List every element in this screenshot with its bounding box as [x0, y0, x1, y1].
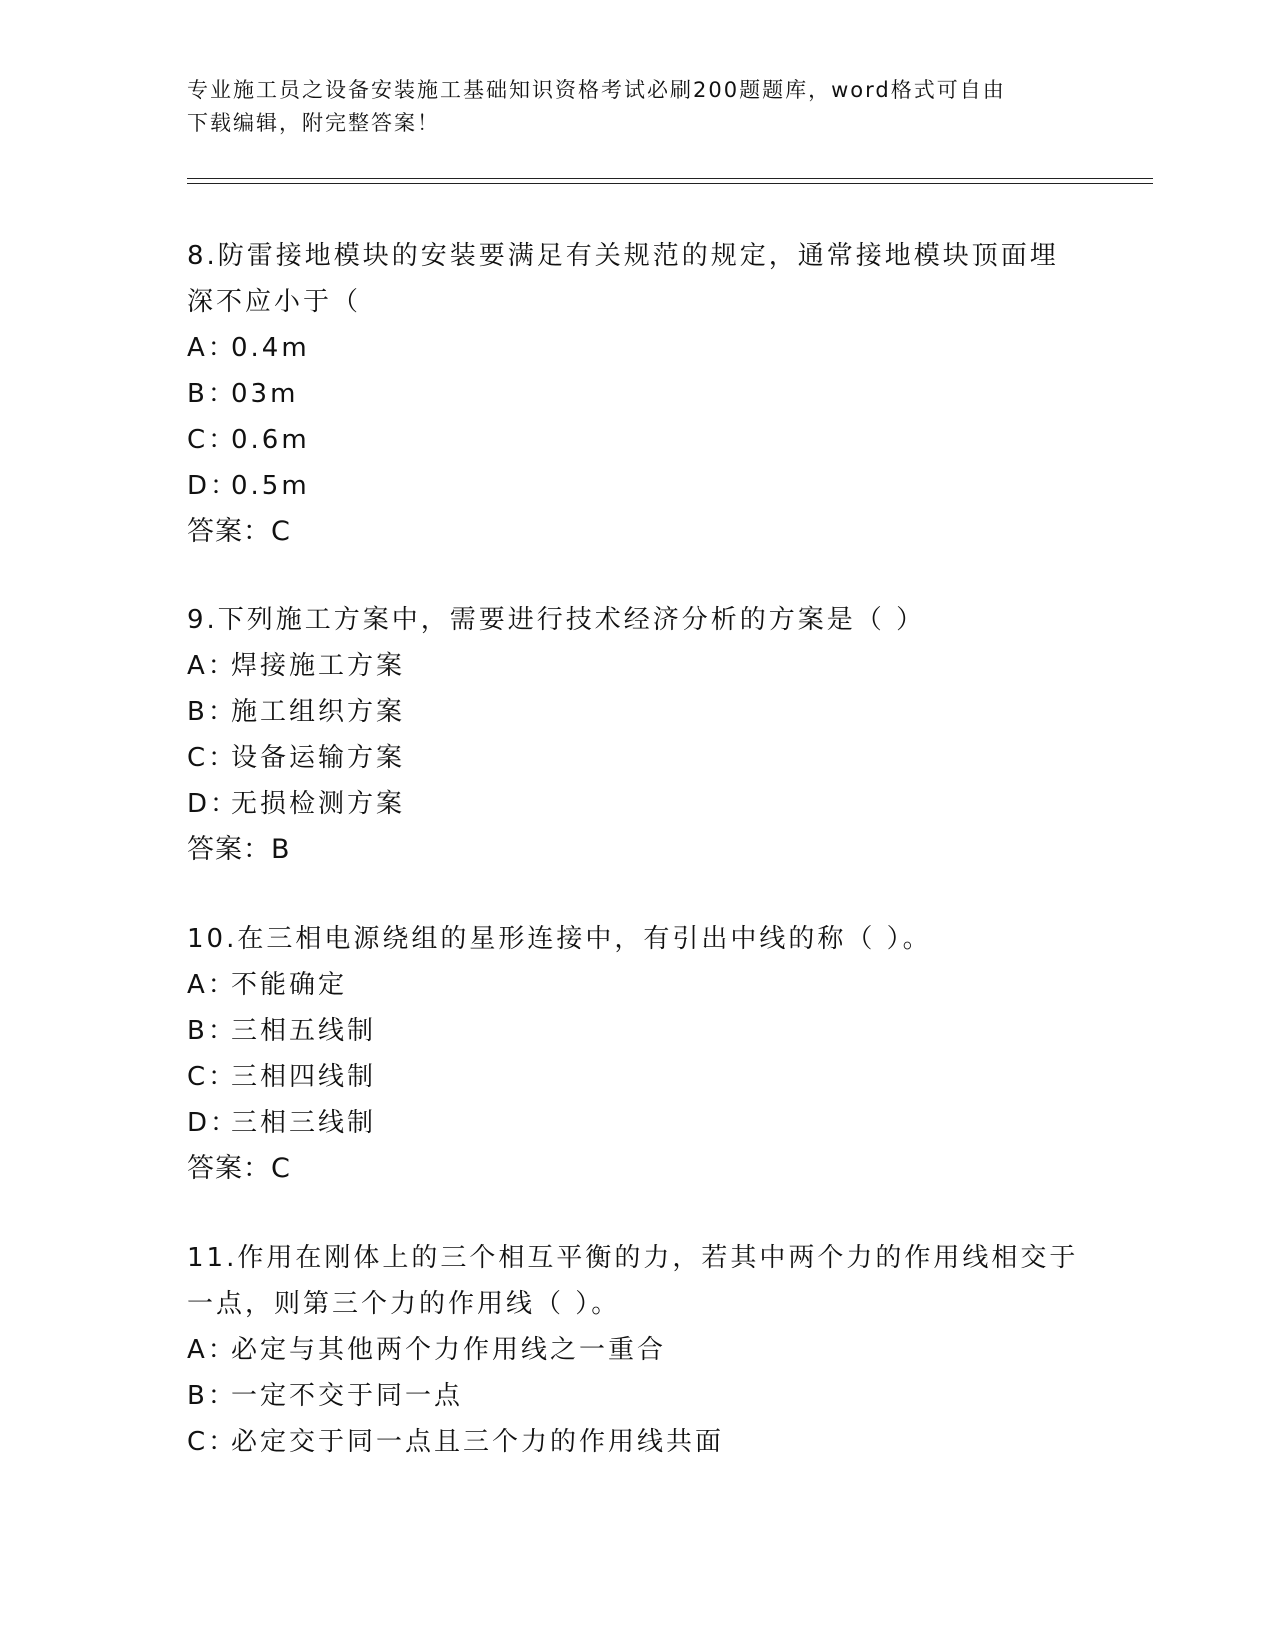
option-a: A：0.4m	[187, 333, 310, 363]
option-d: D：无损检测方案	[187, 789, 406, 819]
question-10	[187, 916, 1087, 1192]
answer: 答案：C	[187, 1153, 291, 1184]
option-b: B：三相五线制	[187, 1016, 377, 1046]
document-header	[187, 74, 1067, 140]
header-divider-top	[187, 178, 1153, 179]
option-a: A：焊接施工方案	[187, 651, 406, 681]
option-b: B：一定不交于同一点	[187, 1381, 464, 1411]
option-d: D：0.5m	[187, 471, 310, 501]
question-9	[187, 597, 1087, 873]
option-d: D：三相三线制	[187, 1108, 377, 1138]
answer: 答案：B	[187, 834, 291, 865]
option-b: B：03m	[187, 379, 299, 409]
question-8	[187, 233, 1087, 555]
header-line-1: 专业施工员之设备安装施工基础知识资格考试必刷200题题库，word格式可自由	[187, 78, 1006, 102]
answer: 答案：C	[187, 516, 291, 547]
header-divider-bottom	[187, 183, 1153, 184]
option-c: C：设备运输方案	[187, 743, 406, 773]
option-b: B：施工组织方案	[187, 697, 406, 727]
option-a: A：不能确定	[187, 970, 348, 1000]
question-text: 10.在三相电源绕组的星形连接中，有引出中线的称（ ）。	[187, 924, 932, 954]
option-c: C：0.6m	[187, 425, 310, 455]
option-a: A：必定与其他两个力作用线之一重合	[187, 1335, 667, 1365]
question-text: 9.下列施工方案中，需要进行技术经济分析的方案是（ ）	[187, 605, 926, 635]
question-11	[187, 1235, 1087, 1465]
question-text: 11.作用在刚体上的三个相互平衡的力，若其中两个力的作用线相交于 一点，则第三个力的作用线（ ）。	[187, 1243, 1079, 1319]
option-c: C：必定交于同一点且三个力的作用线共面	[187, 1427, 725, 1457]
option-c: C：三相四线制	[187, 1062, 377, 1092]
question-text: 8.防雷接地模块的安装要满足有关规范的规定，通常接地模块顶面埋 深不应小于（	[187, 241, 1059, 317]
header-line-2: 下载编辑，附完整答案！	[187, 111, 440, 135]
